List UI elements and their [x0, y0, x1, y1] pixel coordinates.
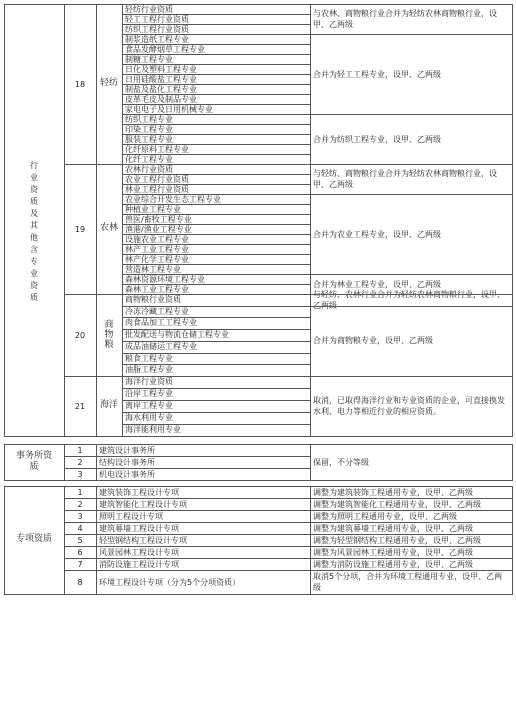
special-result: 调整为建筑幕墙工程通用专业，设甲、乙两级: [313, 524, 473, 533]
grid-line-v: [310, 444, 311, 481]
item-name: 海水利用专业: [125, 413, 173, 422]
item-name: 成品油储运工程专业: [125, 341, 197, 351]
item-name: 种植业工程专业: [125, 205, 181, 214]
item-name: 轻工工程行业资质: [125, 15, 189, 24]
item-name: 制糖工程专业: [125, 55, 173, 64]
item-name: 油脂工程专业: [125, 365, 173, 375]
item-name: 海洋行业资质: [125, 377, 173, 386]
special-name: 消防设施工程设计专项: [99, 560, 179, 569]
result-text: 合并为轻工工程专业，设甲、乙两级: [313, 69, 441, 79]
item-name: 纺织工程专业: [125, 115, 173, 124]
grid-line-h: [4, 444, 513, 445]
special-name: 环境工程设计专项（分为5个分项资质）: [99, 578, 241, 587]
item-name: 肉食品加工工程专业: [125, 318, 197, 328]
special-number: 8: [77, 578, 83, 587]
item-name: 制盐及盐化工程专业: [125, 85, 197, 94]
grid-line-h: [64, 294, 513, 295]
item-name: 海洋能利用专业: [125, 425, 181, 434]
item-name: 森林资源环境工程专业: [125, 275, 205, 284]
grid-line-h: [4, 594, 513, 595]
item-name: 农林行业资质: [125, 165, 173, 174]
group-number: 21: [74, 402, 86, 411]
firm-category-label: 事务所资质: [15, 451, 52, 472]
result-text: [313, 289, 507, 311]
item-name: 家电电子及日用机械专业: [125, 105, 213, 114]
grid-line-v: [4, 444, 5, 481]
grid-line-h: [64, 456, 311, 457]
item-name: 商物粮行业资质: [125, 295, 181, 304]
firm-number: 2: [77, 458, 83, 467]
grid-line-v: [310, 4, 311, 437]
firm-name: 机电设计事务所: [99, 470, 155, 479]
group-name: 商物粮: [104, 320, 114, 350]
grid-line-v: [512, 4, 513, 437]
grid-line-h: [310, 34, 513, 35]
special-name: 轻型钢结构工程设计专项: [99, 536, 187, 545]
item-name: 批发配送与物流仓储工程专业: [125, 330, 229, 340]
item-name: 食品发酵烟草工程专业: [125, 45, 205, 54]
result-text: 与农林、商物粮行业合并为轻纺农林商物粮行业，设甲、乙两级: [313, 9, 497, 29]
item-name: 化纤原料工程专业: [125, 145, 189, 154]
grid-line-v: [96, 4, 97, 437]
special-number: 2: [77, 500, 83, 509]
item-name: 冷冻冷藏工程专业: [125, 306, 189, 316]
grid-line-h: [64, 164, 513, 165]
special-category-label: 专项资质: [15, 534, 52, 544]
grid-line-h: [64, 468, 311, 469]
item-name: 印染工程专业: [125, 125, 173, 134]
special-number: 6: [77, 548, 83, 557]
group-number: 19: [74, 225, 86, 234]
grid-line-v: [64, 444, 65, 481]
grid-line-v: [64, 486, 65, 595]
special-result: 调整为轻型钢结构工程通用专业，设甲、乙两级: [313, 536, 481, 545]
firm-number: 1: [77, 446, 83, 455]
firm-number: 3: [77, 470, 83, 479]
result-text: 合并为商物粮专业，设甲、乙两级: [313, 336, 433, 346]
group-name: 海洋: [99, 400, 118, 410]
grid-line-h: [310, 274, 513, 275]
grid-line-h: [310, 114, 513, 115]
special-result: 调整为建筑装饰工程通用专业，设甲、乙两级: [313, 488, 473, 497]
item-name: 化纤工程专业: [125, 155, 173, 164]
special-result: 取消5个分项，合并为环境工程通用专业，设甲、乙两级: [313, 572, 503, 592]
grid-line-h: [64, 4, 513, 5]
grid-line-v: [122, 4, 123, 437]
special-number: 4: [77, 524, 83, 533]
item-name: 纺织工程行业资质: [125, 25, 189, 34]
firm-result: 保留，不分等级: [313, 458, 369, 467]
grid-line-h: [4, 480, 513, 481]
item-name: 皮革毛皮及制品专业: [125, 95, 197, 104]
grid-line-h: [64, 376, 513, 377]
grid-line-v: [64, 4, 65, 437]
result-text: 与轻纺、商物粮行业合并为轻纺农林商物粮行业，设甲、乙两级: [313, 169, 497, 189]
special-number: 7: [77, 560, 83, 569]
grid-line-v: [512, 486, 513, 595]
group-number: 18: [74, 80, 86, 89]
item-name: 离岸工程专业: [125, 401, 173, 410]
special-name: 建筑装饰工程设计专项: [99, 488, 179, 497]
special-number: 3: [77, 512, 83, 521]
grid-line-v: [512, 444, 513, 481]
special-name: 建筑智能化工程设计专项: [99, 500, 187, 509]
item-name: 农业综合开发生态工程专业: [125, 195, 221, 204]
industry-category-label: 行业资质及其他含专业资质: [30, 161, 38, 302]
grid-line-v: [96, 444, 97, 481]
result-text: 取消，已取得海洋行业和专业资质的企业，可直接换发水利、电力等相近行业的相应资质。: [313, 396, 505, 416]
item-name: 兽医/畜牧工程专业: [125, 215, 192, 224]
special-number: 1: [77, 488, 83, 497]
grid-line-v: [4, 4, 5, 437]
special-name: 风景园林工程设计专项: [99, 548, 179, 557]
item-name: 林产工业工程专业: [125, 245, 189, 254]
item-name: 渔港/渔业工程专业: [125, 225, 192, 234]
grid-line-v: [310, 486, 311, 595]
group-name: 轻纺: [99, 78, 118, 88]
grid-line-v: [96, 486, 97, 595]
firm-name: 结构设计事务所: [99, 458, 155, 467]
grid-line-h: [310, 194, 513, 195]
item-name: 设施农业工程专业: [125, 235, 189, 244]
item-name: 服装工程专业: [125, 135, 173, 144]
result-text: 合并为农业工程专业，设甲、乙两级: [313, 229, 441, 239]
item-name: 营造林工程专业: [125, 265, 181, 274]
result-text: 合并为纺织工程专业，设甲、乙两级: [313, 134, 441, 144]
grid-line-h: [4, 436, 513, 437]
item-name: 日用硅酸盐工程专业: [125, 75, 197, 84]
special-result: 调整为建筑智能化工程通用专业，设甲、乙两级: [313, 500, 481, 509]
special-name: 照明工程设计专项: [99, 512, 163, 521]
item-name: 日化及塑料工程专业: [125, 65, 197, 74]
result-text: 合并为林业工程专业，设甲、乙两级: [313, 279, 441, 289]
special-name: 建筑幕墙工程设计专项: [99, 524, 179, 533]
item-name: 粮食工程专业: [125, 353, 173, 363]
grid-line-h: [310, 306, 513, 307]
item-name: 森林工业工程专业: [125, 285, 189, 294]
item-name: 沿岸工程专业: [125, 389, 173, 398]
grid-line-h: [4, 4, 65, 5]
special-number: 5: [77, 536, 83, 545]
item-name: 制浆造纸工程专业: [125, 35, 189, 44]
firm-name: 建筑设计事务所: [99, 446, 155, 455]
item-name: 林产化学工程专业: [125, 255, 189, 264]
item-name: 农业工程行业资质: [125, 175, 189, 184]
group-number: 20: [74, 331, 86, 340]
item-name: 轻纺行业资质: [125, 5, 173, 14]
group-name: 农林: [99, 223, 118, 233]
special-result: 调整为风景园林工程通用专业，设甲、乙两级: [313, 548, 473, 557]
special-result: 调整为消防设施工程通用专业，设甲、乙两级: [313, 560, 473, 569]
item-name: 林业工程行业资质: [125, 185, 189, 194]
special-result: 调整为照明工程通用专业，设甲、乙两级: [313, 512, 457, 521]
